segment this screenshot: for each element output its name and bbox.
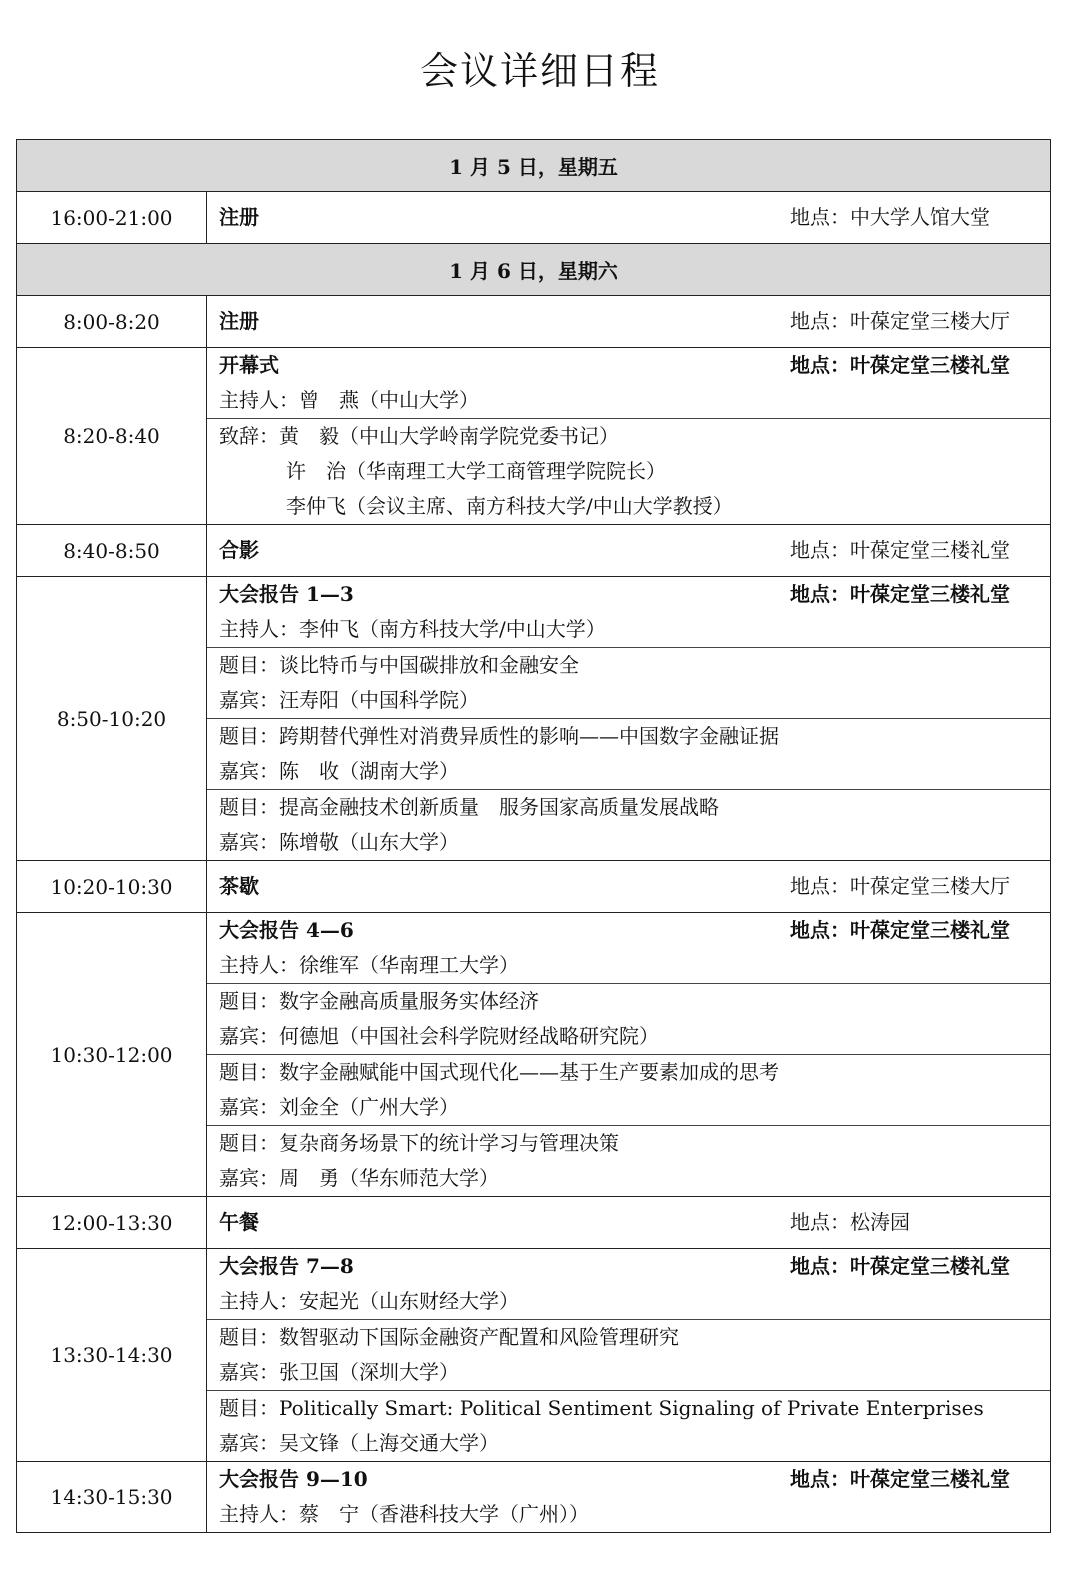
session-line	[219, 525, 1038, 576]
talk-guest: 嘉宾：汪寿阳（中国科学院）	[219, 688, 479, 712]
session-label: 注册	[219, 309, 259, 333]
schedule-table	[16, 139, 1051, 1533]
talk-block	[207, 1126, 1050, 1196]
day-header: 1 月 5 日，星期五	[17, 140, 1050, 192]
session-time: 8:40-8:50	[17, 525, 207, 576]
talk-topic: 题目：复杂商务场景下的统计学习与管理决策	[219, 1131, 619, 1155]
talk-guest: 嘉宾：陈增敬（山东大学）	[219, 830, 459, 854]
session-block	[207, 577, 1050, 648]
session-content	[207, 1462, 1050, 1532]
session-location: 地点：叶葆定堂三楼礼堂	[790, 582, 1010, 606]
session-block	[207, 192, 1050, 243]
session-row	[17, 525, 1050, 577]
session-content	[207, 348, 1050, 524]
session-label: 午餐	[219, 1210, 259, 1234]
day-header: 1 月 6 日，星期六	[17, 244, 1050, 296]
session-content	[207, 1197, 1050, 1248]
session-content	[207, 296, 1050, 347]
session-block	[207, 1249, 1050, 1320]
talk-guest: 嘉宾：陈 收（湖南大学）	[219, 759, 459, 783]
session-time: 13:30-14:30	[17, 1249, 207, 1461]
talk-guest: 嘉宾：吴文锋（上海交通大学）	[219, 1431, 499, 1455]
session-line	[219, 1197, 1038, 1248]
session-content	[207, 861, 1050, 912]
talk-block	[207, 648, 1050, 719]
session-block	[207, 296, 1050, 347]
session-location: 地点：叶葆定堂三楼大厅	[790, 309, 1010, 333]
session-content	[207, 913, 1050, 1196]
session-line	[219, 1249, 1038, 1284]
session-row	[17, 192, 1050, 244]
session-time: 14:30-15:30	[17, 1462, 207, 1532]
session-block	[207, 348, 1050, 419]
session-label: 合影	[219, 538, 259, 562]
talk-topic: 题目：Politically Smart: Political Sentiment Signaling of Private Enterprises	[219, 1396, 984, 1420]
session-label: 开幕式	[219, 353, 279, 377]
session-content	[207, 1249, 1050, 1461]
session-block	[207, 525, 1050, 576]
talk-block	[207, 1055, 1050, 1126]
session-time: 8:00-8:20	[17, 296, 207, 347]
session-location: 地点：叶葆定堂三楼礼堂	[790, 918, 1010, 942]
session-content	[207, 192, 1050, 243]
session-line	[219, 913, 1038, 948]
talk-block	[207, 719, 1050, 790]
session-block	[207, 913, 1050, 984]
session-label: 注册	[219, 205, 259, 229]
session-block	[207, 1197, 1050, 1248]
talk-topic: 题目：数智驱动下国际金融资产配置和风险管理研究	[219, 1325, 679, 1349]
session-time: 8:50-10:20	[17, 577, 207, 860]
session-line	[219, 192, 1038, 243]
session-label: 大会报告 1—3	[219, 582, 354, 606]
session-row	[17, 1462, 1050, 1532]
session-host: 主持人：徐维军（华南理工大学）	[219, 953, 519, 977]
session-host: 主持人：李仲飞（南方科技大学/中山大学）	[219, 617, 606, 641]
talk-topic: 题目：跨期替代弹性对消费异质性的影响——中国数字金融证据	[219, 724, 779, 748]
talk-topic: 题目：提高金融技术创新质量 服务国家高质量发展战略	[219, 795, 719, 819]
talk-topic: 题目：数字金融高质量服务实体经济	[219, 989, 539, 1013]
session-location: 地点：叶葆定堂三楼礼堂	[790, 1467, 1010, 1491]
talk-guest: 嘉宾：何德旭（中国社会科学院财经战略研究院）	[219, 1024, 659, 1048]
session-label: 大会报告 4—6	[219, 918, 354, 942]
session-host: 主持人：蔡 宁（香港科技大学（广州））	[219, 1502, 589, 1526]
session-location: 地点：叶葆定堂三楼大厅	[790, 874, 1010, 898]
session-row	[17, 1249, 1050, 1462]
session-content	[207, 577, 1050, 860]
talk-block	[207, 790, 1050, 860]
session-content	[207, 525, 1050, 576]
session-time: 16:00-21:00	[17, 192, 207, 243]
talk-topic: 题目：数字金融赋能中国式现代化——基于生产要素加成的思考	[219, 1060, 779, 1084]
session-label: 大会报告 7—8	[219, 1254, 354, 1278]
talk-block	[207, 1391, 1050, 1461]
session-time: 12:00-13:30	[17, 1197, 207, 1248]
speech-line: 李仲飞（会议主席、南方科技大学/中山大学教授）	[286, 494, 733, 518]
session-row	[17, 1197, 1050, 1249]
session-location: 地点：中大学人馆大堂	[790, 205, 990, 229]
talk-topic: 题目：谈比特币与中国碳排放和金融安全	[219, 653, 579, 677]
session-host: 主持人：安起光（山东财经大学）	[219, 1289, 519, 1313]
speech-line: 致辞：黄 毅（中山大学岭南学院党委书记）	[219, 424, 619, 448]
session-location: 地点：叶葆定堂三楼礼堂	[790, 353, 1010, 377]
session-label: 大会报告 9—10	[219, 1467, 368, 1491]
session-block	[207, 1462, 1050, 1532]
session-row	[17, 913, 1050, 1197]
session-line	[219, 577, 1038, 612]
session-label: 茶歇	[219, 874, 259, 898]
session-line	[219, 1462, 1038, 1497]
session-host: 主持人：曾 燕（中山大学）	[219, 388, 479, 412]
session-line	[219, 861, 1038, 912]
session-location: 地点：叶葆定堂三楼礼堂	[790, 538, 1010, 562]
session-row	[17, 861, 1050, 913]
session-row	[17, 577, 1050, 861]
talk-block	[207, 1320, 1050, 1391]
page-title: 会议详细日程	[419, 49, 660, 93]
session-time: 10:20-10:30	[17, 861, 207, 912]
speech-line: 许 治（华南理工大学工商管理学院院长）	[286, 459, 666, 483]
session-location: 地点：叶葆定堂三楼礼堂	[790, 1254, 1010, 1278]
session-time: 10:30-12:00	[17, 913, 207, 1196]
session-time: 8:20-8:40	[17, 348, 207, 524]
speech-block	[207, 419, 1050, 524]
session-row	[17, 296, 1050, 348]
talk-guest: 嘉宾：张卫国（深圳大学）	[219, 1360, 459, 1384]
talk-block	[207, 984, 1050, 1055]
session-line	[219, 348, 1038, 383]
session-row	[17, 348, 1050, 525]
talk-guest: 嘉宾：周 勇（华东师范大学）	[219, 1166, 499, 1190]
talk-guest: 嘉宾：刘金全（广州大学）	[219, 1095, 459, 1119]
session-location: 地点：松涛园	[790, 1210, 910, 1234]
session-line	[219, 296, 1038, 347]
session-block	[207, 861, 1050, 912]
